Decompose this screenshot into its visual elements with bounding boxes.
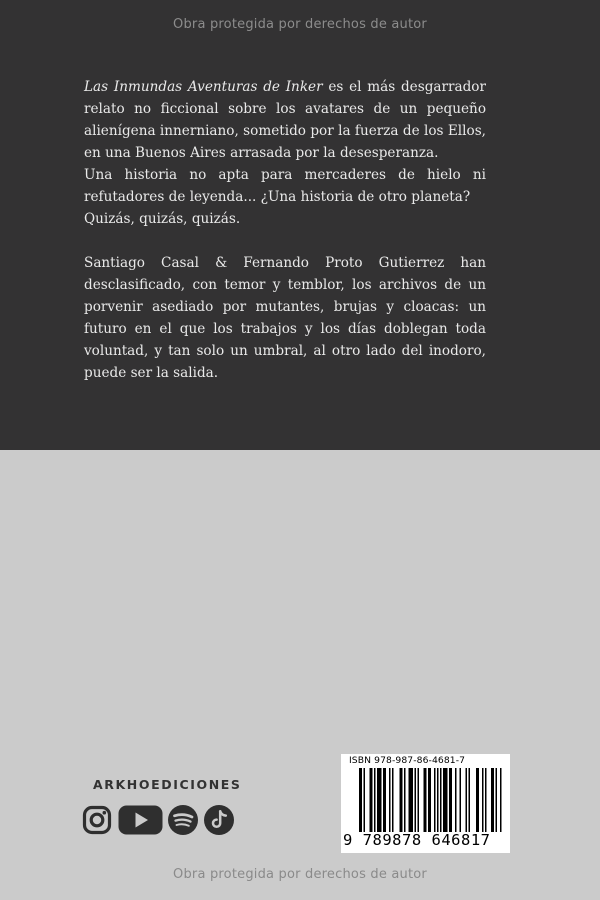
barcode-bar (400, 768, 403, 832)
barcode-bar (418, 768, 420, 832)
barcode-bar (449, 768, 452, 832)
youtube-icon (118, 804, 163, 836)
barcode-bar (500, 768, 502, 832)
back-cover-blurb (84, 76, 486, 384)
barcode-bar (466, 768, 468, 832)
barcode-bar (389, 768, 391, 832)
barcode-bar (440, 768, 442, 832)
barcode-bar (469, 768, 471, 832)
isbn-digits: 9 789878 646817 (343, 831, 491, 849)
blurb-paragraph-3: Quizás, quizás, quizás. (84, 211, 241, 227)
barcode-bar (383, 768, 386, 832)
blurb-paragraph-2: Una historia no apta para mercaderes de hielo ni refutadores de leyenda... ¿Una historia de otro planeta? (84, 167, 486, 205)
barcode-bar (491, 768, 494, 832)
barcode-bar (392, 768, 394, 832)
barcode-bar (443, 768, 448, 832)
barcode-bars (341, 768, 510, 840)
book-title: Las Inmundas Aventuras de Inker (84, 79, 323, 95)
copyright-watermark-bottom: Obra protegida por derechos de autor (173, 867, 427, 882)
barcode-bar (404, 768, 406, 832)
barcode-bar (370, 768, 373, 832)
barcode-bar (424, 768, 427, 832)
isbn-label: ISBN 978-987-86-4681-7 (349, 755, 466, 766)
barcode-bar (460, 768, 462, 832)
barcode-bar (364, 768, 366, 832)
blurb-paragraph-1-text: es el más desgarrador relato no ficcional sobre los avatares de un pequeño alienígena innerniano, sometido por la fuerza de los Ellos, en una Buenos Aires arrasada por la desesperanza. (84, 79, 486, 161)
barcode-bar (437, 768, 439, 832)
barcode-bar (428, 768, 431, 832)
barcode-bar (455, 768, 457, 832)
barcode-bar (434, 768, 436, 832)
social-icons-row (82, 804, 235, 836)
blurb-paragraph-4: Santiago Casal & Fernando Proto Gutierrez han desclasificado, con temor y temblor, los archivos de un porvenir asediado por mutantes, brujas y cloacas: un futuro en el que los trabajos y los días doblegan toda voluntad, y tan solo un umbral, al otro lado del inodoro, puede ser la salida. (84, 255, 486, 381)
barcode-bar (496, 768, 498, 832)
barcode-bar (374, 768, 376, 832)
instagram-icon (82, 805, 112, 835)
spotify-icon (167, 804, 199, 836)
tiktok-icon (203, 804, 235, 836)
barcode-bar (476, 768, 479, 832)
isbn-barcode (341, 754, 510, 853)
blurb-paragraph-1 (84, 76, 486, 164)
barcode-bar (359, 768, 362, 832)
barcode-bar (415, 768, 417, 832)
barcode-bar (482, 768, 484, 832)
copyright-watermark-top: Obra protegida por derechos de autor (173, 17, 427, 32)
publisher-name: ARKHOEDICIONES (93, 777, 242, 792)
barcode-bar (377, 768, 382, 832)
barcode-bar (409, 768, 414, 832)
barcode-bar (485, 768, 487, 832)
